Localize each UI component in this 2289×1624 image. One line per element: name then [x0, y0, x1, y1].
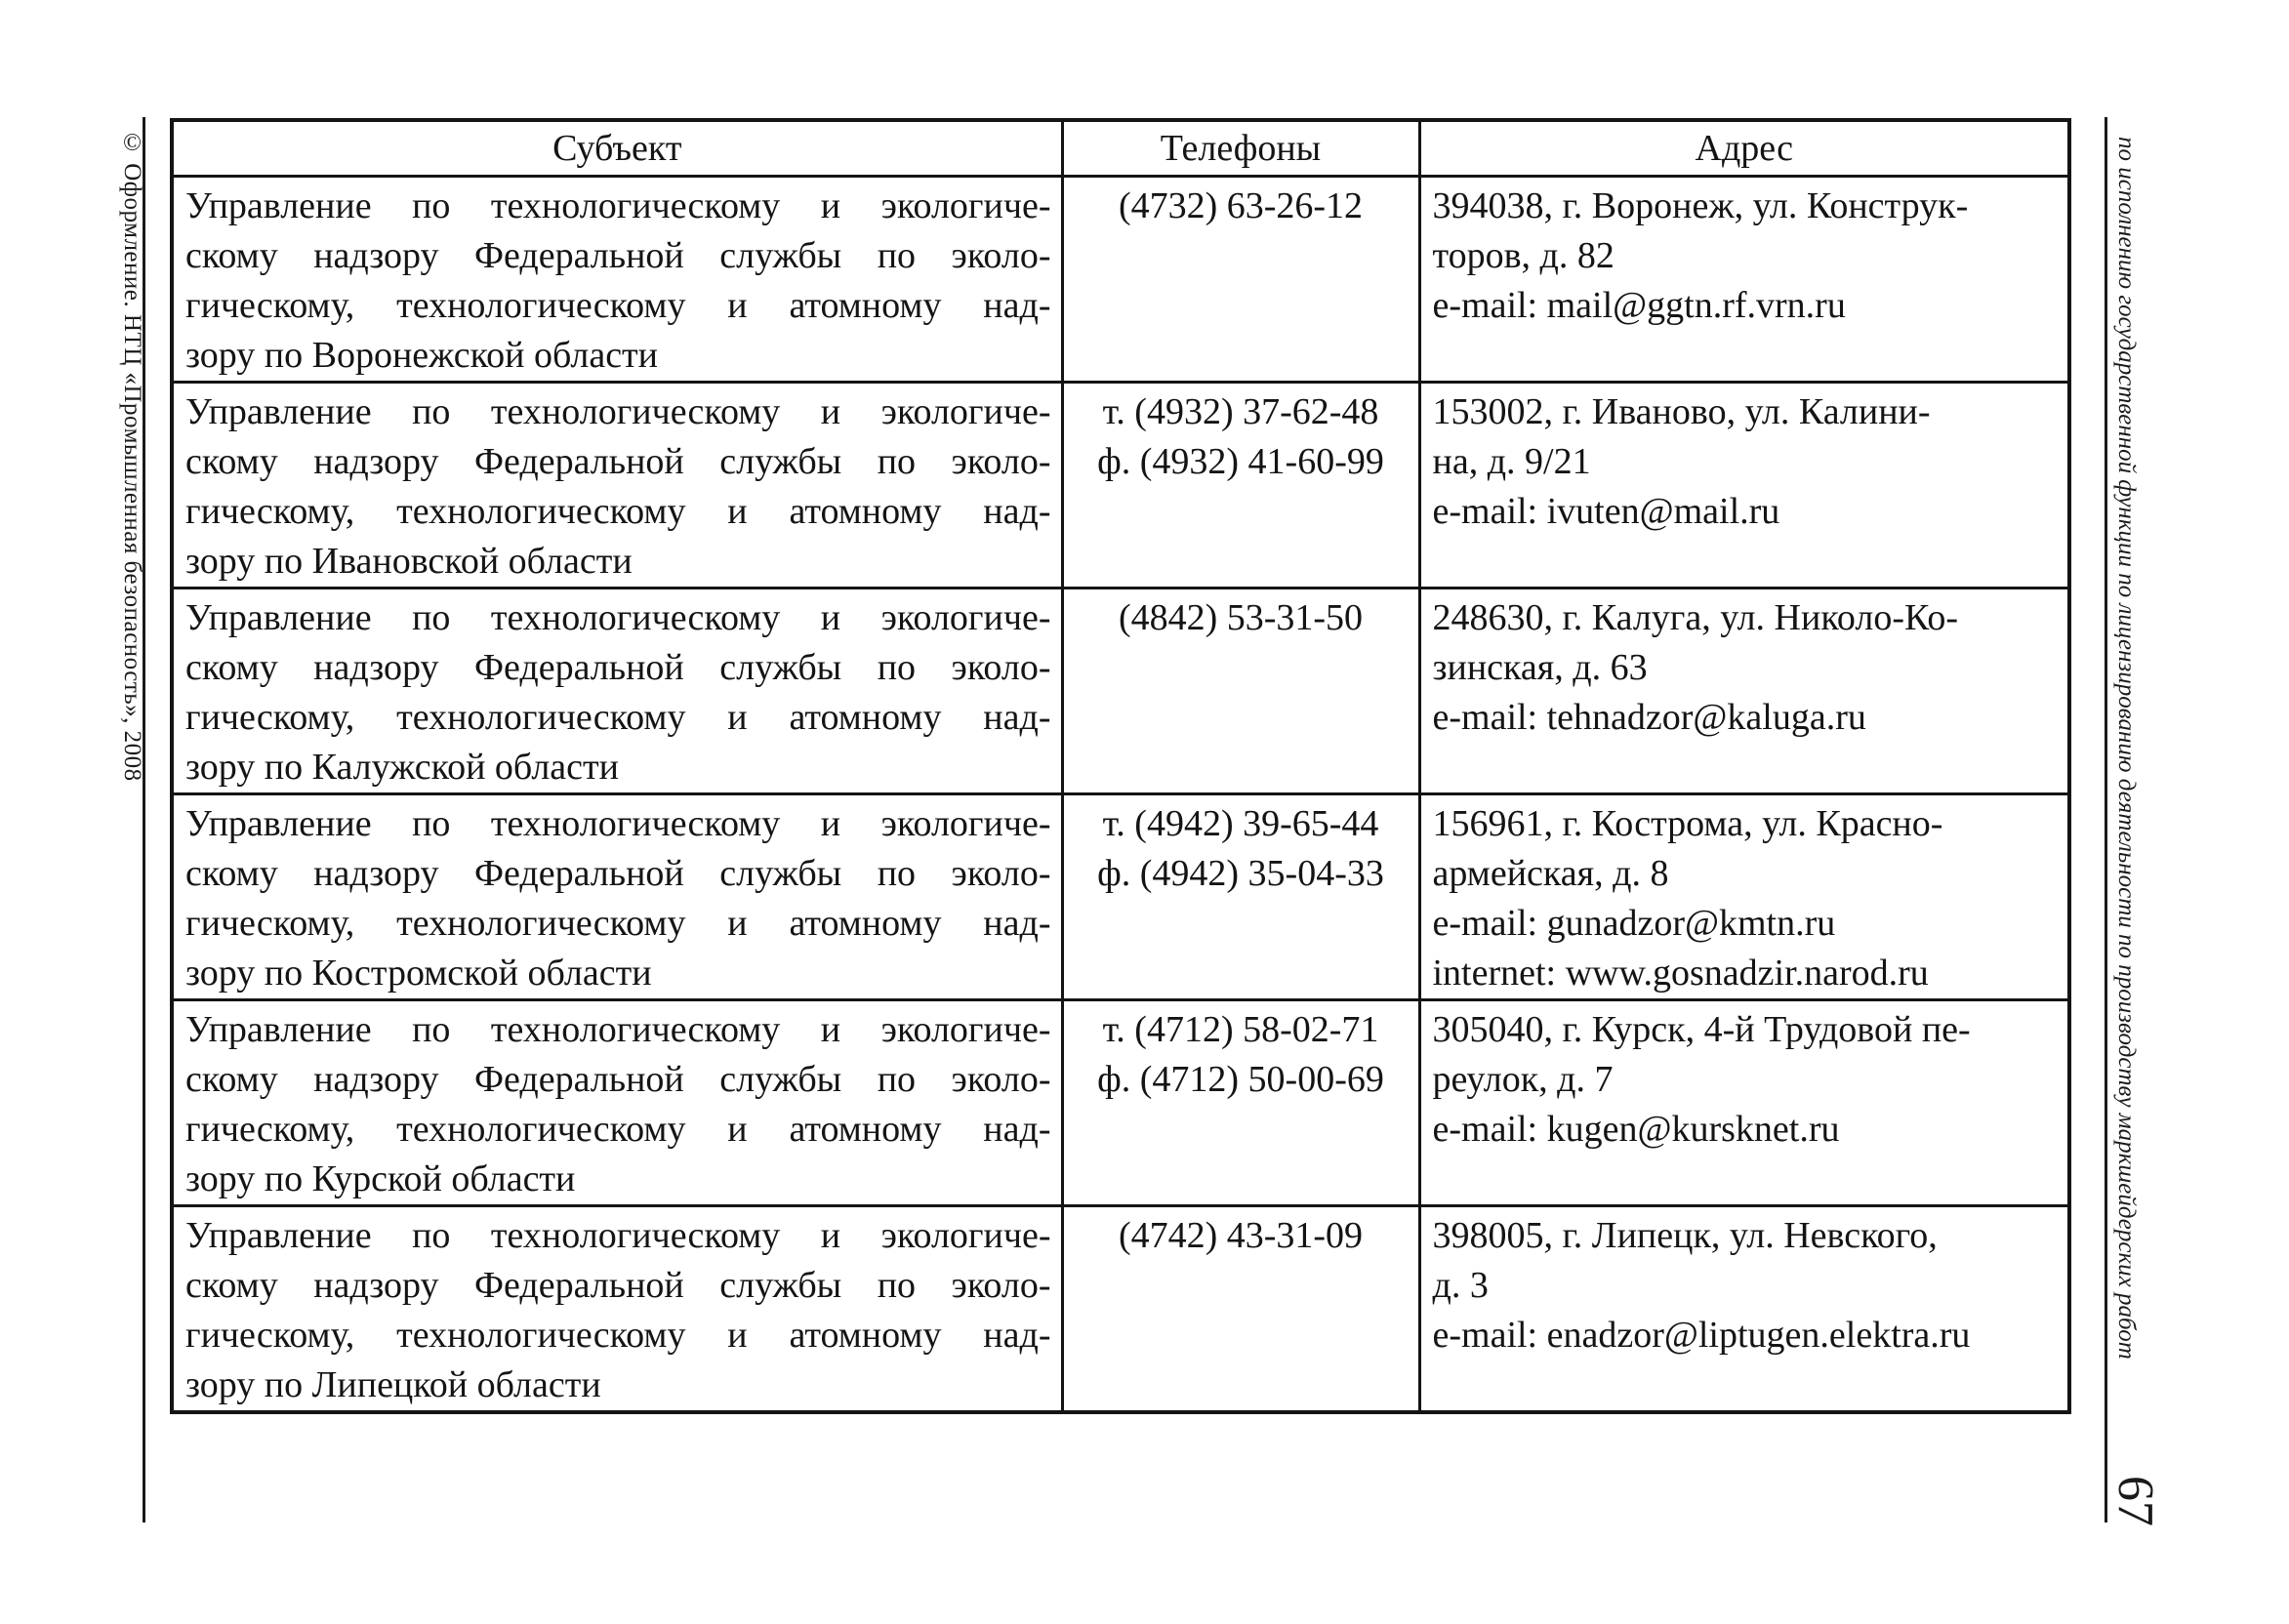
subject-cell-line: Управление по технологическому и экологиче- — [185, 391, 1051, 432]
address-cell-line: армейская, д. 8 — [1432, 853, 1669, 894]
subject-cell — [172, 177, 1062, 383]
subject-cell-line: скому надзору Федеральной службы по эколо- — [185, 235, 1051, 276]
subject-cell-line: гическому, технологическому и атомному над- — [185, 697, 1051, 738]
subject-cell-line: зору по Костромской области — [185, 953, 652, 994]
right-margin-rule — [2105, 117, 2107, 1522]
subject-cell-line: гическому, технологическому и атомному над- — [185, 1315, 1051, 1356]
phones-cell — [1062, 794, 1419, 1000]
address-cell-line: e-mail: ivuten@mail.ru — [1432, 491, 1780, 532]
subject-cell-line: гическому, технологическому и атомному над- — [185, 491, 1051, 532]
subject-cell — [172, 794, 1062, 1000]
address-cell — [1419, 794, 2069, 1000]
phones-cell-line: (4732) 63-26-12 — [1118, 185, 1364, 226]
phones-cell-line: ф. (4932) 41-60-99 — [1097, 441, 1384, 482]
subject-cell — [172, 1000, 1062, 1206]
address-cell — [1419, 383, 2069, 589]
subject-cell-line: Управление по технологическому и экологиче- — [185, 1215, 1051, 1256]
address-cell-line: зинская, д. 63 — [1432, 647, 1648, 688]
address-cell-line: e-mail: enadzor@liptugen.elektra.ru — [1432, 1315, 1971, 1356]
address-cell — [1419, 589, 2069, 794]
subject-cell-line: зору по Ивановской области — [185, 541, 633, 582]
address-cell — [1419, 1206, 2069, 1413]
subject-cell-line: Управление по технологическому и экологиче- — [185, 1009, 1051, 1050]
header-address: Адрес — [1419, 120, 2069, 177]
table-row — [172, 794, 2069, 1000]
table-row — [172, 589, 2069, 794]
address-cell-line: e-mail: gunadzor@kmtn.ru — [1432, 903, 1836, 944]
phones-cell — [1062, 1000, 1419, 1206]
subject-cell — [172, 589, 1062, 794]
subject-cell — [172, 1206, 1062, 1413]
address-cell-line: 398005, г. Липецк, ул. Невского, — [1432, 1215, 1938, 1256]
phones-cell-line: т. (4932) 37-62-48 — [1102, 391, 1379, 432]
subject-cell-line: скому надзору Федеральной службы по эколо- — [185, 1059, 1051, 1100]
phones-cell — [1062, 177, 1419, 383]
subject-cell-line: Управление по технологическому и экологиче- — [185, 803, 1051, 844]
address-cell-line: 156961, г. Кострома, ул. Красно- — [1432, 803, 1943, 844]
phones-cell-line: т. (4942) 39-65-44 — [1102, 803, 1379, 844]
phones-cell-line: ф. (4712) 50-00-69 — [1097, 1059, 1384, 1100]
subject-cell-line: зору по Калужской области — [185, 747, 619, 788]
address-cell-line: 394038, г. Воронеж, ул. Конструк- — [1432, 185, 1969, 226]
address-cell-line: 305040, г. Курск, 4-й Трудовой пе- — [1432, 1009, 1971, 1050]
phones-cell — [1062, 1206, 1419, 1413]
subject-cell-line: гическому, технологическому и атомному над- — [185, 285, 1051, 326]
table-row — [172, 383, 2069, 589]
header-phones: Телефоны — [1062, 120, 1419, 177]
address-cell-line: e-mail: tehnadzor@kaluga.ru — [1432, 697, 1866, 738]
subject-cell-line: скому надзору Федеральной службы по эколо- — [185, 853, 1051, 894]
running-header: по исполнению государственной функции по лицензированию деятельности по производству маркшейдерских работ — [2113, 137, 2140, 1360]
header-subject: Субъект — [172, 120, 1062, 177]
address-cell — [1419, 177, 2069, 383]
phones-cell-line: т. (4712) 58-02-71 — [1102, 1009, 1379, 1050]
address-cell-line: д. 3 — [1432, 1265, 1489, 1306]
contacts-table — [170, 118, 2071, 1414]
page-number: 67 — [2107, 1476, 2163, 1526]
address-cell-line: e-mail: mail@ggtn.rf.vrn.ru — [1432, 285, 1846, 326]
phones-cell — [1062, 383, 1419, 589]
subject-cell — [172, 383, 1062, 589]
address-cell-line: internet: www.gosnadzir.narod.ru — [1432, 953, 1929, 994]
address-cell-line: 153002, г. Иваново, ул. Калини- — [1432, 391, 1931, 432]
subject-cell-line: зору по Воронежской области — [185, 335, 658, 376]
address-cell-line: e-mail: kugen@kursknet.ru — [1432, 1109, 1840, 1150]
address-cell-line: торов, д. 82 — [1432, 235, 1615, 276]
table-row — [172, 1000, 2069, 1206]
subject-cell-line: гическому, технологическому и атомному над- — [185, 1109, 1051, 1150]
subject-cell-line: зору по Липецкой области — [185, 1364, 601, 1405]
phones-cell-line: (4842) 53-31-50 — [1118, 597, 1364, 638]
address-cell-line: реулок, д. 7 — [1432, 1059, 1614, 1100]
subject-cell-line: Управление по технологическому и экологиче- — [185, 185, 1051, 226]
address-cell-line: 248630, г. Калуга, ул. Николо-Ко- — [1432, 597, 1959, 638]
subject-cell-line: зору по Курской области — [185, 1158, 576, 1199]
subject-cell-line: гическому, технологическому и атомному над- — [185, 903, 1051, 944]
phones-cell-line: (4742) 43-31-09 — [1118, 1215, 1364, 1256]
address-cell — [1419, 1000, 2069, 1206]
table-header-row — [172, 120, 2069, 177]
table-row — [172, 177, 2069, 383]
subject-cell-line: скому надзору Федеральной службы по эколо- — [185, 1265, 1051, 1306]
subject-cell-line: Управление по технологическому и экологиче- — [185, 597, 1051, 638]
table-row — [172, 1206, 2069, 1413]
copyright-notice: © Оформление. НТЦ «Промышленная безопасность», 2008 — [119, 130, 145, 782]
address-cell-line: на, д. 9/21 — [1432, 441, 1591, 482]
subject-cell-line: скому надзору Федеральной службы по эколо- — [185, 647, 1051, 688]
phones-cell-line: ф. (4942) 35-04-33 — [1097, 853, 1384, 894]
subject-cell-line: скому надзору Федеральной службы по эколо- — [185, 441, 1051, 482]
phones-cell — [1062, 589, 1419, 794]
